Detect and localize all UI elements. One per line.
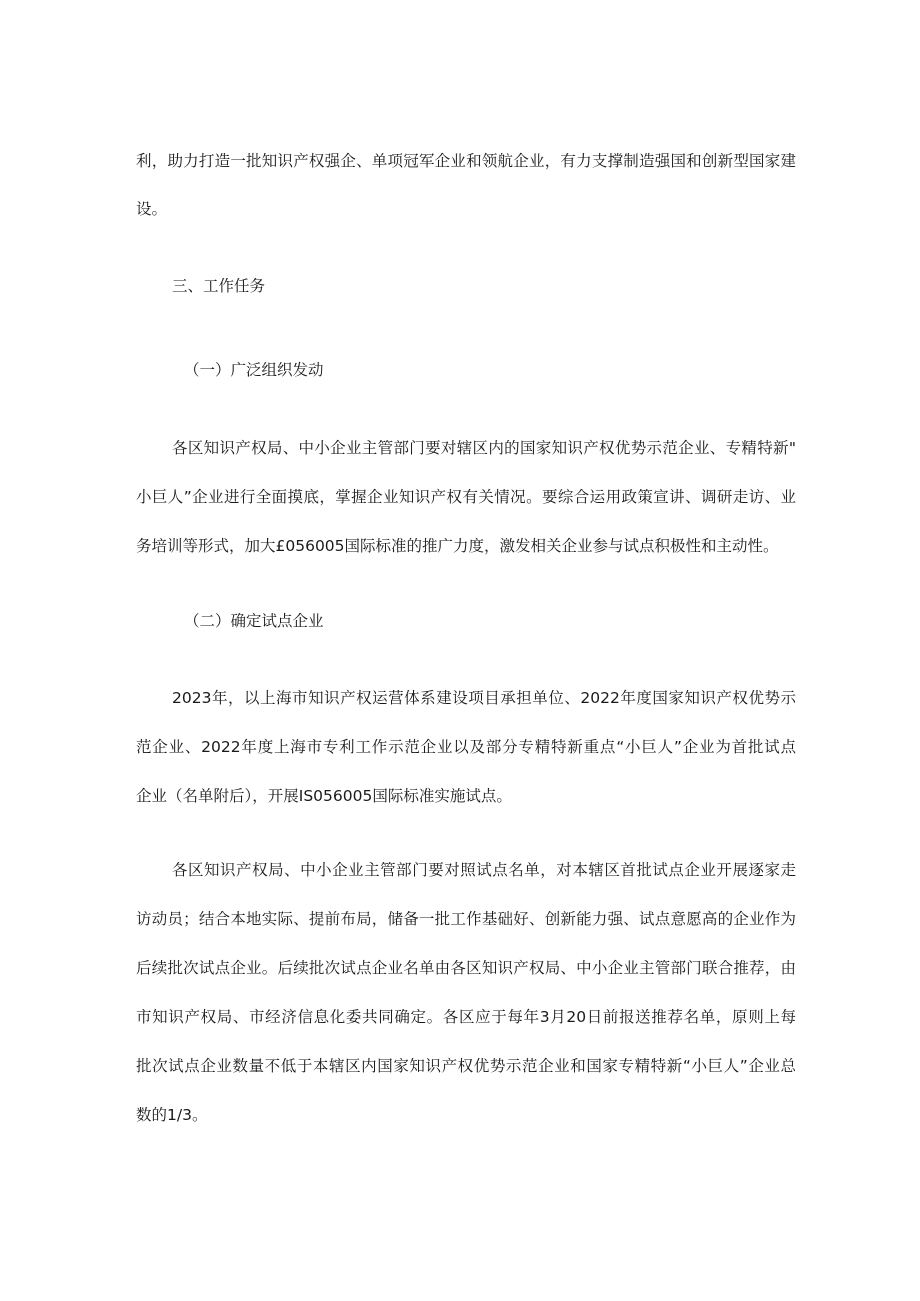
section-heading: 三、工作任务 — [172, 277, 266, 295]
paragraph-line: 范企业、2022年度上海市专利工作示范企业以及部分专精特新重点“小巨人”企业为首批试点 — [136, 738, 796, 756]
paragraph-line: 务培训等形式，加大£056005国际标准的推广力度，激发相关企业参与试点积极性和主动性。 — [136, 537, 779, 555]
paragraph-line: 数的1/3。 — [136, 1106, 208, 1124]
paragraph-line: 批次试点企业数量不低于本辖区内国家知识产权优势示范企业和国家专精特新“小巨人”企业总 — [136, 1057, 796, 1075]
paragraph-line: 利，助力打造一批知识产权强企、单项冠军企业和领航企业，有力支撑制造强国和创新型国家建 — [136, 152, 796, 170]
paragraph-line: 市知识产权局、市经济信息化委共同确定。各区应于每年3月20日前报送推荐名单，原则上每 — [136, 1008, 796, 1026]
paragraph-line: 设。 — [136, 200, 168, 218]
paragraph-line: 企业（名单附后），开展IS056005国际标准实施试点。 — [136, 787, 512, 805]
subsection-heading: （一）广泛组织发动 — [184, 361, 324, 379]
subsection-heading: （二）确定试点企业 — [184, 612, 324, 630]
paragraph-line: 各区知识产权局、中小企业主管部门要对照试点名单，对本辖区首批试点企业开展逐家走 — [172, 861, 796, 879]
paragraph-line: 后续批次试点企业。后续批次试点企业名单由各区知识产权局、中小企业主管部门联合推荐，由 — [136, 959, 796, 977]
paragraph-line: 访动员；结合本地实际、提前布局，储备一批工作基础好、创新能力强、试点意愿高的企业作为 — [136, 910, 796, 928]
paragraph-line: 各区知识产权局、中小企业主管部门要对辖区内的国家知识产权优势示范企业、专精特新" — [172, 439, 796, 457]
paragraph-line: 2023年，以上海市知识产权运营体系建设项目承担单位、2022年度国家知识产权优势示 — [172, 689, 796, 707]
paragraph-line: 小巨人”企业进行全面摸底，掌握企业知识产权有关情况。要综合运用政策宣讲、调研走访、业 — [136, 488, 796, 506]
